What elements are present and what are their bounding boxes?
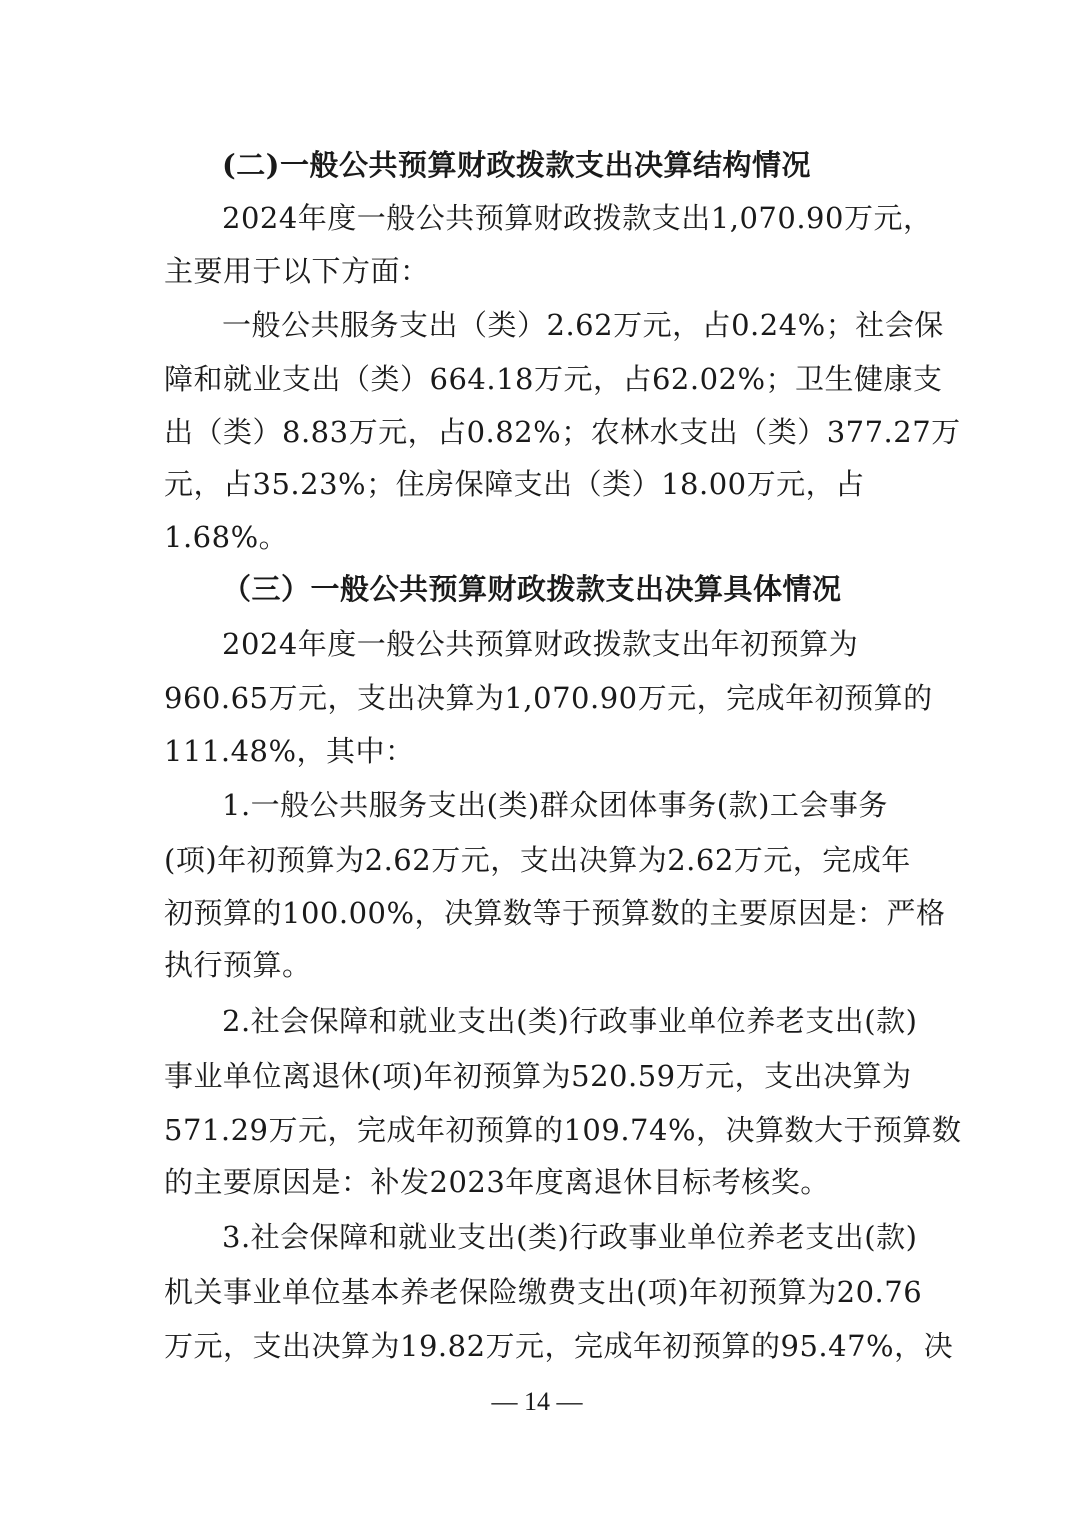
section-heading-2: (二)一般公共预算财政拨款支出决算结构情况 [222, 148, 811, 182]
paragraph-line: 1.一般公共服务支出(类)群众团体事务(款)工会事务 [222, 788, 888, 822]
paragraph-line: 障和就业支出（类）664.18万元，占62.02%；卫生健康支 [164, 362, 943, 396]
paragraph-line: 万元，支出决算为19.82万元，完成年初预算的95.47%，决 [164, 1329, 954, 1363]
paragraph-line: 1.68%。 [164, 520, 289, 554]
paragraph-line: 机关事业单位基本养老保险缴费支出(项)年初预算为20.76 [164, 1275, 923, 1309]
paragraph-line: (项)年初预算为2.62万元，支出决算为2.62万元，完成年 [164, 843, 911, 877]
paragraph-line: 元，占35.23%；住房保障支出（类）18.00万元，占 [164, 467, 865, 501]
paragraph-line: 960.65万元，支出决算为1,070.90万元，完成年初预算的 [164, 681, 933, 715]
page-number: — 14 — [491, 1387, 583, 1416]
paragraph-line: 2.社会保障和就业支出(类)行政事业单位养老支出(款) [222, 1004, 918, 1038]
paragraph-line: 3.社会保障和就业支出(类)行政事业单位养老支出(款) [222, 1220, 918, 1254]
paragraph-line: 事业单位离退休(项)年初预算为520.59万元，支出决算为 [164, 1059, 912, 1093]
paragraph-line: 2024年度一般公共预算财政拨款支出年初预算为 [222, 627, 859, 661]
section-heading-3: （三）一般公共预算财政拨款支出决算具体情况 [222, 572, 842, 606]
paragraph-line: 执行预算。 [164, 948, 312, 982]
paragraph-line: 初预算的100.00%，决算数等于预算数的主要原因是：严格 [164, 896, 946, 930]
paragraph-line: 571.29万元，完成年初预算的109.74%，决算数大于预算数 [164, 1113, 962, 1147]
paragraph-line: 的主要原因是：补发2023年度离退休目标考核奖。 [164, 1165, 830, 1199]
paragraph-line: 2024年度一般公共预算财政拨款支出1,070.90万元， [222, 201, 933, 235]
paragraph-line: 出（类）8.83万元，占0.82%；农林水支出（类）377.27万 [164, 415, 961, 449]
paragraph-line: 主要用于以下方面： [164, 254, 430, 288]
paragraph-line: 111.48%，其中： [164, 734, 415, 768]
paragraph-line: 一般公共服务支出（类）2.62万元，占0.24%；社会保 [222, 308, 944, 342]
